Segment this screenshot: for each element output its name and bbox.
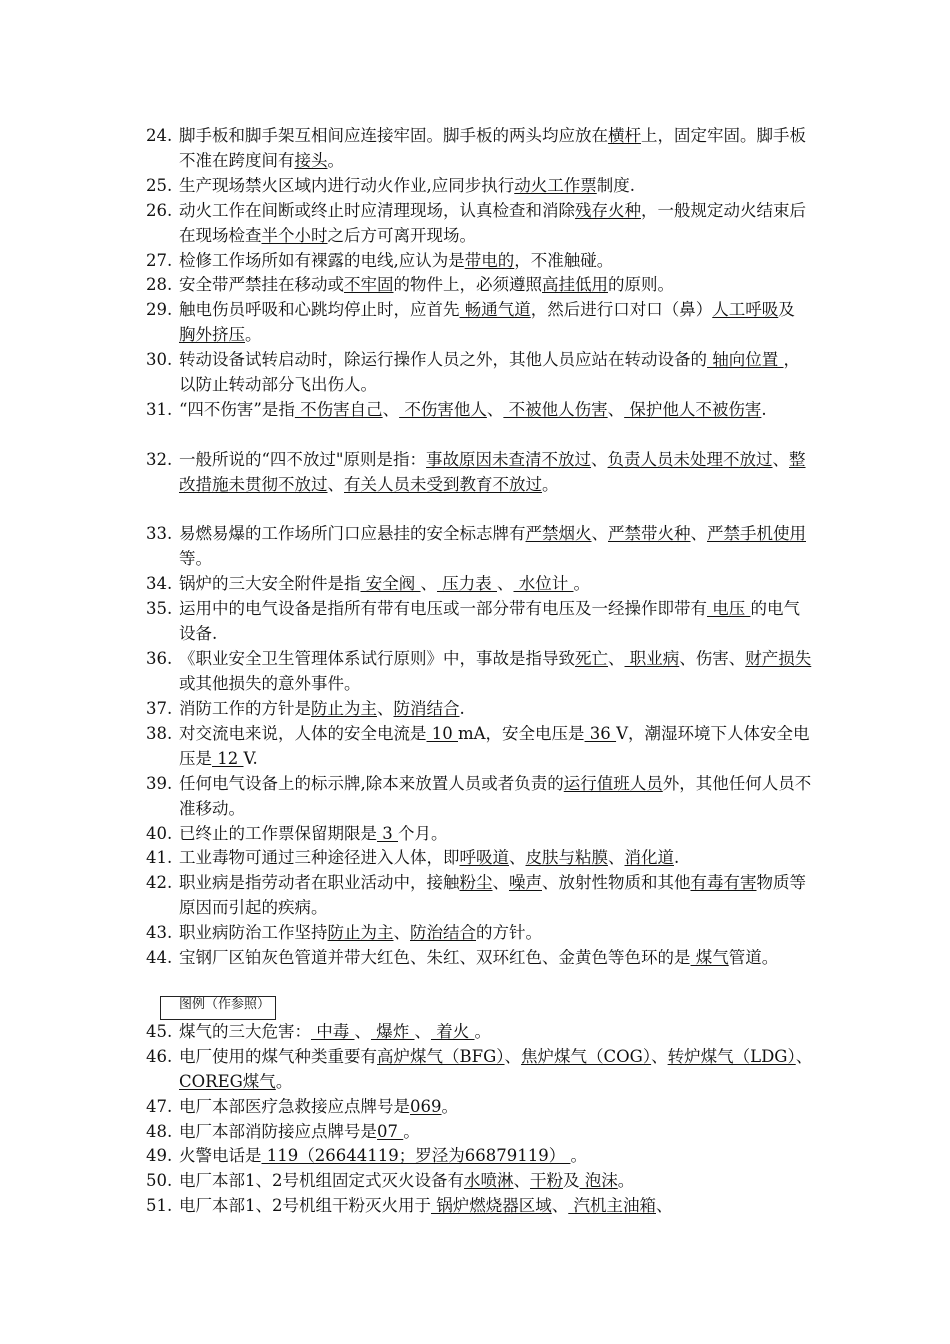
item-text bbox=[179, 697, 814, 722]
list-item bbox=[146, 1095, 814, 1120]
item-number: 25. bbox=[146, 176, 173, 195]
item-text bbox=[179, 722, 814, 771]
list-item bbox=[146, 348, 814, 397]
item-text bbox=[179, 1095, 814, 1120]
answer-blank: 有毒有害 bbox=[690, 873, 757, 892]
list-item bbox=[146, 1144, 814, 1169]
answer-blank: 噪声 bbox=[509, 873, 542, 892]
item-text bbox=[179, 298, 814, 347]
text-segment: ，以防止转动部分飞出伤人。 bbox=[179, 350, 800, 394]
item-text bbox=[179, 398, 814, 423]
list-item bbox=[146, 871, 814, 920]
text-segment: V，潮湿环境下人体安全电压是 bbox=[179, 724, 810, 768]
item-text bbox=[179, 772, 814, 821]
text-segment: 、 bbox=[382, 400, 400, 419]
answer-blank: 干粉 bbox=[530, 1171, 563, 1190]
item-number: 44. bbox=[146, 948, 173, 967]
answer-blank: 10 bbox=[426, 724, 458, 743]
text-segment: 、放射性物质和其他 bbox=[542, 873, 691, 892]
item-text bbox=[179, 1194, 814, 1219]
text-segment: 已终止的工作票保留期限是 bbox=[179, 824, 377, 843]
list-item bbox=[146, 921, 814, 946]
answer-blank: 运行值班人员 bbox=[563, 774, 663, 793]
text-segment: ，不准触碰。 bbox=[514, 251, 614, 270]
answer-blank: 整改措施未贯彻不放过 bbox=[179, 450, 806, 494]
item-number: 39. bbox=[146, 774, 173, 793]
item-text bbox=[179, 199, 814, 248]
text-segment: 及 bbox=[563, 1171, 580, 1190]
list-item bbox=[146, 846, 814, 871]
text-segment: 、 bbox=[420, 574, 437, 593]
answer-blank: 安全阀 bbox=[360, 574, 421, 593]
answer-blank: 爆炸 bbox=[371, 1022, 415, 1041]
text-segment: 、 bbox=[492, 873, 509, 892]
answer-blank: 高挂低用 bbox=[542, 275, 608, 294]
list-item bbox=[146, 647, 814, 696]
answer-blank: 不伤害自己 bbox=[294, 400, 383, 419]
answer-blank: 动火工作票 bbox=[514, 176, 597, 195]
answer-blank: 防止为主 bbox=[311, 699, 377, 718]
item-number: 43. bbox=[146, 923, 173, 942]
text-segment: 电厂本部1、2号机组固定式灭火设备有 bbox=[179, 1171, 464, 1190]
item-number: 38. bbox=[146, 724, 173, 743]
answer-blank: 07 bbox=[377, 1122, 404, 1141]
text-segment: 、 bbox=[608, 848, 625, 867]
text-segment: 、 bbox=[772, 450, 790, 469]
answer-blank: 电压 bbox=[707, 599, 751, 618]
text-segment: 电厂本部医疗急救接应点牌号是 bbox=[179, 1097, 410, 1116]
list-item bbox=[146, 1045, 814, 1094]
text-segment: 锅炉的三大安全附件是指 bbox=[179, 574, 361, 593]
answer-blank: 带电的 bbox=[464, 251, 515, 270]
text-segment: 电厂使用的煤气种类重要有 bbox=[179, 1047, 377, 1066]
text-segment: 煤气的三大危害： bbox=[179, 1022, 311, 1041]
text-segment: 、 bbox=[607, 400, 625, 419]
answer-blank: 水喷淋 bbox=[464, 1171, 514, 1190]
text-segment: 、 bbox=[504, 1047, 522, 1066]
text-segment: ，然后进行口对口（鼻） bbox=[530, 300, 713, 319]
text-segment: 、 bbox=[591, 450, 608, 469]
answer-blank: 事故原因未查清不放过 bbox=[426, 450, 592, 469]
text-segment: 易燃易爆的工作场所门口应悬挂的安全标志牌有 bbox=[179, 524, 526, 543]
item-text bbox=[179, 1169, 814, 1194]
answer-blank: 呼吸道 bbox=[459, 848, 509, 867]
text-segment: 火警电话是 bbox=[179, 1146, 262, 1165]
answer-blank: 皮肤与粘膜 bbox=[525, 848, 608, 867]
item-number: 30. bbox=[146, 350, 173, 369]
answer-blank: 汽机主油箱 bbox=[568, 1196, 656, 1215]
item-number: 46. bbox=[146, 1047, 173, 1066]
item-text bbox=[179, 1045, 814, 1094]
text-segment: 运用中的电气设备是指所有带有电压或一部分带有电压及一经操作即带有 bbox=[179, 599, 707, 618]
text-segment: 任何电气设备上的标示牌,除本来放置人员或者负责的 bbox=[179, 774, 564, 793]
legend-box bbox=[160, 996, 276, 1020]
text-segment: 职业病是指劳动者在职业活动中，接触 bbox=[179, 873, 460, 892]
text-segment: 脚手板和脚手架互相间应连接牢固。脚手板的两头均应放在 bbox=[179, 126, 608, 145]
answer-blank: 12 bbox=[212, 748, 244, 768]
list-item bbox=[146, 697, 814, 722]
text-segment: 、 bbox=[509, 848, 526, 867]
answer-blank: 焦炉煤气（COG） bbox=[521, 1047, 652, 1066]
answer-blank: 半个小时 bbox=[261, 225, 328, 245]
list-item bbox=[146, 572, 814, 597]
text-segment: 《职业安全卫生管理体系试行原则》中，事故是指导致 bbox=[179, 649, 575, 668]
item-number: 40. bbox=[146, 824, 173, 843]
item-text bbox=[179, 846, 814, 871]
text-segment: mA，安全电压是 bbox=[458, 724, 585, 743]
list-item bbox=[146, 124, 814, 173]
item-text bbox=[179, 921, 814, 946]
item-text bbox=[179, 249, 814, 274]
text-segment: 。 bbox=[245, 324, 262, 344]
text-segment: 、 bbox=[690, 524, 707, 543]
list-item bbox=[146, 1020, 814, 1045]
text-segment: 。 bbox=[474, 1022, 491, 1041]
answer-blank: 负责人员未处理不放过 bbox=[607, 450, 773, 469]
answer-blank: 锅炉燃烧器区域 bbox=[431, 1196, 552, 1215]
text-segment: 。 bbox=[617, 1171, 635, 1190]
item-number: 51. bbox=[146, 1196, 173, 1215]
answer-blank: 不牢固 bbox=[344, 275, 394, 294]
legend-label: 图例（作参照） bbox=[179, 997, 271, 1012]
text-segment: 、 bbox=[513, 1171, 530, 1190]
text-segment: “四不伤害”是指 bbox=[179, 400, 295, 419]
answer-blank: 职业病 bbox=[624, 649, 680, 668]
text-segment: 管道。 bbox=[728, 948, 779, 967]
answer-blank: 横杆 bbox=[608, 126, 641, 145]
answer-blank: 不伤害他人 bbox=[399, 400, 487, 419]
text-segment: 。 bbox=[327, 150, 344, 170]
text-segment: 或其他损失的意外事件。 bbox=[179, 673, 361, 693]
answer-blank: 不被他人伤害 bbox=[503, 400, 608, 419]
text-segment: 转动设备试转启动时，除运行操作人员之外，其他人员应站在转动设备的 bbox=[179, 350, 707, 369]
answer-blank: 着火 bbox=[431, 1022, 475, 1041]
list-item bbox=[146, 273, 814, 298]
text-segment: 、 bbox=[377, 699, 394, 718]
item-text bbox=[179, 1144, 814, 1169]
item-number: 48. bbox=[146, 1122, 173, 1141]
list-item bbox=[146, 398, 814, 423]
item-number: 41. bbox=[146, 848, 173, 867]
item-number: 33. bbox=[146, 524, 173, 543]
text-segment: 的原则。 bbox=[608, 275, 674, 294]
text-segment: . bbox=[761, 400, 767, 419]
item-number: 37. bbox=[146, 699, 173, 718]
item-number: 29. bbox=[146, 300, 173, 319]
list-item bbox=[146, 522, 814, 571]
answer-blank: 泡沫 bbox=[579, 1171, 618, 1190]
answer-blank: 残存火种 bbox=[575, 201, 641, 220]
text-segment: 、 bbox=[497, 574, 514, 593]
answer-blank: 压力表 bbox=[437, 574, 497, 593]
text-segment: 。 bbox=[441, 1097, 458, 1116]
answer-blank: 消化道 bbox=[624, 848, 674, 867]
list-item bbox=[146, 772, 814, 821]
item-number: 45. bbox=[146, 1022, 173, 1041]
list-item bbox=[146, 597, 814, 646]
item-number: 36. bbox=[146, 649, 173, 668]
answer-blank: 有关人员未受到教育不放过 bbox=[344, 474, 542, 494]
answer-blank: 防治结合 bbox=[410, 923, 476, 942]
text-segment: 、伤害、 bbox=[679, 649, 746, 668]
text-segment: 电厂本部1、2号机组干粉灭火用于 bbox=[179, 1196, 431, 1215]
item-text bbox=[179, 174, 814, 199]
text-segment: . bbox=[674, 848, 680, 867]
item-number: 42. bbox=[146, 873, 173, 892]
text-segment: ，一般规定动火结束后在现场检查 bbox=[179, 201, 806, 245]
text-segment: 及 bbox=[778, 300, 795, 319]
item-text bbox=[179, 1120, 814, 1145]
item-number: 34. bbox=[146, 574, 173, 593]
text-segment: 、 bbox=[327, 474, 344, 494]
list-item bbox=[146, 199, 814, 248]
answer-blank: 严禁烟火 bbox=[525, 524, 592, 543]
item-text bbox=[179, 871, 814, 920]
text-segment: 、 bbox=[608, 649, 625, 668]
item-number: 26. bbox=[146, 201, 173, 220]
item-text bbox=[179, 522, 814, 571]
text-segment: 个月。 bbox=[398, 824, 448, 843]
answer-blank: 水位计 bbox=[513, 574, 574, 593]
text-segment: 动火工作在间断或终止时应清理现场，认真检查和消除 bbox=[179, 201, 575, 220]
text-segment: 、 bbox=[414, 1022, 431, 1041]
text-segment: 。 bbox=[542, 474, 559, 494]
list-item bbox=[146, 174, 814, 199]
list-item bbox=[146, 822, 814, 847]
item-text bbox=[179, 1020, 814, 1045]
text-segment: 的方针。 bbox=[476, 923, 542, 942]
list-item bbox=[146, 1120, 814, 1145]
answer-blank: 3 bbox=[377, 824, 398, 843]
answer-blank: 36 bbox=[584, 724, 617, 743]
answer-blank: 接头 bbox=[294, 150, 328, 170]
answer-blank: 严禁带火种 bbox=[608, 524, 691, 543]
item-text bbox=[179, 348, 814, 397]
list-item bbox=[146, 946, 814, 971]
answer-blank: 死亡 bbox=[575, 649, 608, 668]
text-segment: 检修工作场所如有裸露的电线,应认为是 bbox=[179, 251, 465, 270]
text-segment: 。 bbox=[573, 574, 590, 593]
item-text bbox=[179, 647, 814, 696]
item-number: 35. bbox=[146, 599, 173, 618]
text-segment: 、 bbox=[651, 1047, 668, 1066]
item-number: 31. bbox=[146, 400, 173, 419]
text-segment: 的物件上，必须遵照 bbox=[393, 275, 542, 294]
text-segment: 生产现场禁火区域内进行动火作业,应同步执行 bbox=[179, 176, 515, 195]
text-segment: 对交流电来说，人体的安全电流是 bbox=[179, 724, 427, 743]
item-number: 27. bbox=[146, 251, 173, 270]
item-number: 24. bbox=[146, 126, 173, 145]
answer-blank: 069 bbox=[410, 1097, 442, 1116]
text-segment: 。 bbox=[403, 1122, 420, 1141]
text-segment: 之后方可离开现场。 bbox=[327, 225, 476, 245]
text-segment: 、 bbox=[591, 524, 608, 543]
text-segment: 、 bbox=[656, 1196, 673, 1215]
text-segment: 安全带严禁挂在移动或 bbox=[179, 275, 344, 294]
text-segment: . bbox=[459, 699, 465, 718]
item-number: 49. bbox=[146, 1146, 173, 1165]
list-item bbox=[146, 1169, 814, 1194]
item-text bbox=[179, 572, 814, 597]
text-segment: 工业毒物可通过三种途径进入人体，即 bbox=[179, 848, 460, 867]
answer-blank: 119（26644119；罗泾为66879119） bbox=[261, 1146, 571, 1165]
answer-blank: 严禁手机使用 bbox=[707, 524, 806, 543]
text-segment: 、 bbox=[795, 1047, 813, 1066]
item-text bbox=[179, 448, 814, 497]
list-item bbox=[146, 448, 814, 497]
answer-blank: 中毒 bbox=[311, 1022, 355, 1041]
answer-blank: 防消结合 bbox=[393, 699, 460, 718]
text-segment: 、 bbox=[354, 1022, 371, 1041]
text-segment: 的电气设备. bbox=[179, 599, 800, 643]
text-segment: 电厂本部消防接应点牌号是 bbox=[179, 1122, 377, 1141]
list-item bbox=[146, 298, 814, 347]
item-number: 50. bbox=[146, 1171, 173, 1190]
answer-blank: 胸外挤压 bbox=[179, 324, 245, 344]
answer-blank: 轴向位置 bbox=[707, 350, 784, 369]
text-segment: 。 bbox=[275, 1071, 293, 1091]
list-item bbox=[146, 1194, 814, 1219]
item-number: 32. bbox=[146, 450, 173, 469]
answer-blank: 煤气 bbox=[690, 948, 729, 967]
text-segment: 职业病防治工作坚持 bbox=[179, 923, 328, 942]
text-segment: 消防工作的方针是 bbox=[179, 699, 311, 718]
item-text bbox=[179, 273, 814, 298]
text-segment: 、 bbox=[393, 923, 410, 942]
answer-blank: 保护他人不被伤害 bbox=[624, 400, 762, 419]
text-segment: 。 bbox=[570, 1146, 587, 1165]
text-segment: 触电伤员呼吸和心跳均停止时，应首先 bbox=[179, 300, 460, 319]
item-number: 47. bbox=[146, 1097, 173, 1116]
answer-blank: 财产损失 bbox=[745, 649, 812, 668]
answer-blank: 高炉煤气（BFG） bbox=[377, 1047, 505, 1066]
item-number: 28. bbox=[146, 275, 173, 294]
text-segment: 宝钢厂区铂灰色管道并带大红色、朱红、双环红色、金黄色等色环的是 bbox=[179, 948, 691, 967]
text-segment: 一般所说的“四不放过"原则是指： bbox=[179, 450, 427, 469]
answer-blank: COREG煤气 bbox=[179, 1071, 276, 1091]
text-segment: V. bbox=[243, 748, 258, 768]
item-text bbox=[179, 822, 814, 847]
answer-blank: 粉尘 bbox=[459, 873, 493, 892]
answer-blank: 防止为主 bbox=[327, 923, 394, 942]
text-segment: 、 bbox=[486, 400, 504, 419]
item-text bbox=[179, 597, 814, 646]
list-item bbox=[146, 722, 814, 771]
answer-blank: 转炉煤气（LDG） bbox=[667, 1047, 796, 1066]
answer-blank: 畅通气道 bbox=[459, 300, 531, 319]
item-text bbox=[179, 946, 814, 971]
list-item bbox=[146, 249, 814, 274]
text-segment: 、 bbox=[551, 1196, 569, 1215]
text-segment: 等。 bbox=[179, 548, 212, 568]
text-segment: 外，其他任何人员不准移动。 bbox=[179, 774, 812, 818]
answer-blank: 人工呼吸 bbox=[712, 300, 779, 319]
text-segment: 上，固定牢固。脚手板不准在跨度间有 bbox=[179, 126, 806, 170]
text-segment: 制度. bbox=[596, 176, 635, 195]
item-text bbox=[179, 124, 814, 173]
text-segment: 物质等原因而引起的疾病。 bbox=[179, 873, 806, 917]
